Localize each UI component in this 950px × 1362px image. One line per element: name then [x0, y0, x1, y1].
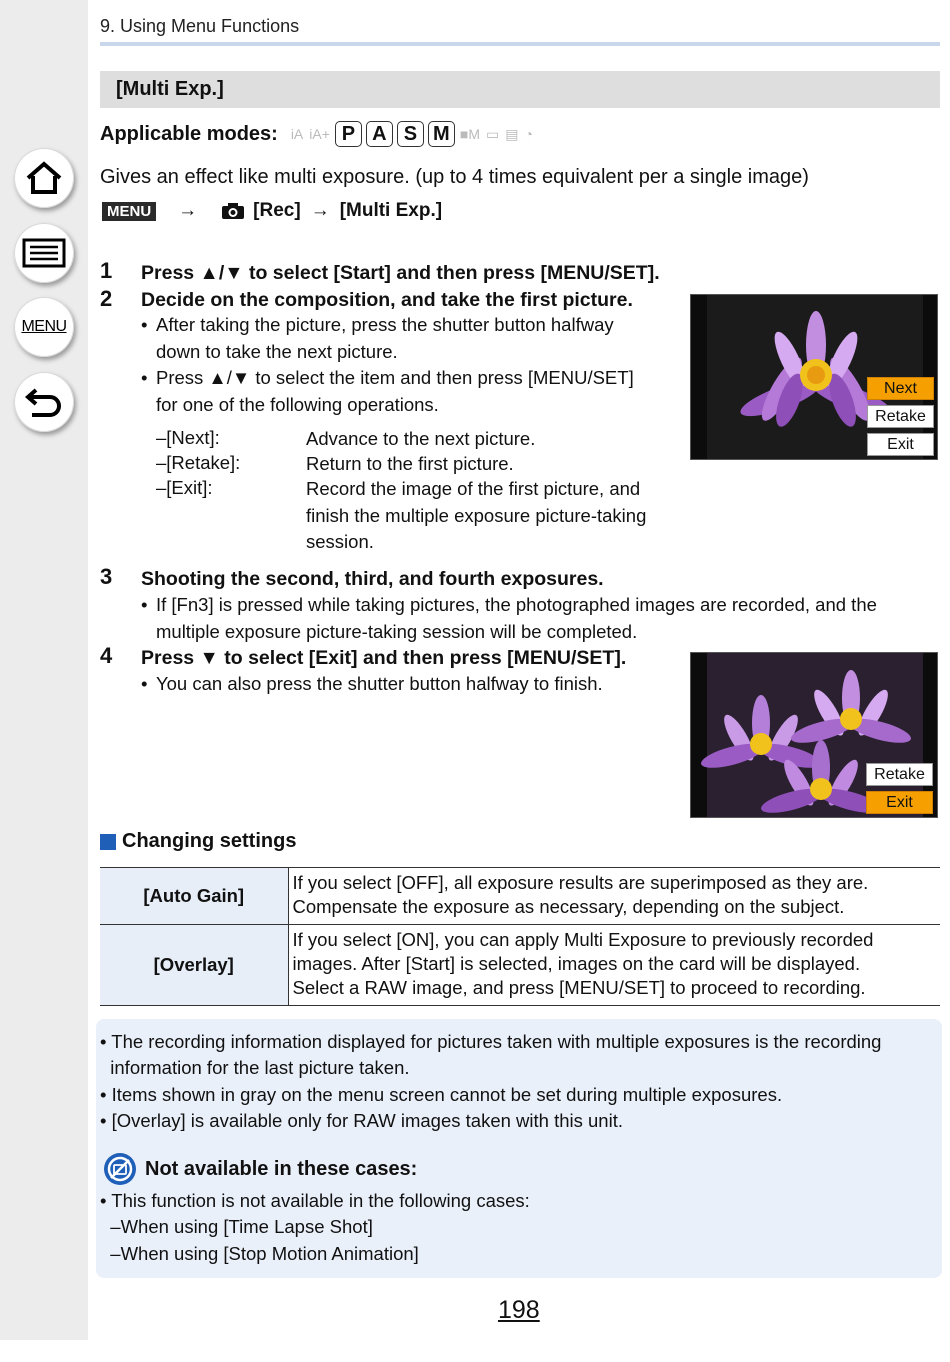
retake-button[interactable]: Retake	[866, 763, 933, 786]
path-arrow: →	[178, 200, 198, 221]
option-value: Record the image of the first picture, and finish the multiple exposure picture-taking session.	[306, 478, 647, 552]
option-key: –[Next]:	[156, 427, 220, 448]
back-icon	[24, 386, 64, 418]
mode-a: A	[366, 121, 393, 147]
note-line: –When using [Stop Motion Animation]	[100, 1243, 419, 1264]
bullet-item: • You can also press the shutter button halfway to finish.	[141, 673, 603, 694]
step-text: Shooting the second, third, and fourth exposures.	[141, 568, 604, 590]
camera-screen-2	[690, 652, 938, 818]
setting-value: If you select [ON], you can apply Multi Exposure to previously recorded images. After [Start] is selected, images on the card will be displayed. Select a RAW image, and press [MENU/SET] to proceed to recording.	[288, 925, 940, 1006]
setting-key: [Auto Gain]	[100, 868, 288, 925]
step-text: Press ▼ to select [Exit] and then press [MENU/SET].	[141, 647, 627, 669]
settings-table	[100, 867, 940, 1006]
chapter-divider	[100, 42, 940, 46]
option-key: –[Exit]:	[156, 477, 213, 498]
camera-icon	[221, 202, 245, 220]
back-button[interactable]	[14, 372, 74, 432]
path-arrow: →	[310, 200, 330, 221]
menu-path	[102, 200, 442, 222]
step-text: Press ▲/▼ to select [Start] and then press [MENU/SET].	[141, 262, 660, 284]
multi-exp-item: [Multi Exp.]	[339, 200, 443, 221]
creative-video-icon: ■M	[459, 126, 481, 142]
not-available-icon	[102, 1151, 138, 1187]
rec-menu: [Rec]	[253, 200, 301, 221]
modes-label: Applicable modes:	[100, 122, 278, 145]
table-row	[100, 925, 940, 1006]
note-line: –When using [Time Lapse Shot]	[100, 1216, 373, 1237]
step-number: 1	[100, 258, 113, 283]
bullet-item: • If [Fn3] is pressed while taking pictures, the photographed images are recorded, and the multiple exposure picture-taking session will be completed.	[141, 594, 877, 642]
next-button[interactable]: Next	[867, 377, 934, 400]
menu-button[interactable]	[14, 297, 74, 357]
note-line: • The recording information displayed for pictures taken with multiple exposures is the recording	[100, 1031, 882, 1052]
changing-settings-heading: Changing settings	[100, 830, 296, 853]
home-button[interactable]	[14, 148, 74, 208]
option-value: Return to the first picture.	[306, 453, 514, 474]
note-line: information for the last picture taken.	[100, 1057, 410, 1078]
menu-label: MENU	[21, 318, 67, 335]
option-key: –[Retake]:	[156, 452, 241, 473]
retake-button[interactable]: Retake	[867, 405, 934, 428]
step-number: 3	[100, 564, 113, 589]
contents-button[interactable]	[14, 223, 74, 283]
intelligent-auto-icon: iA	[290, 126, 304, 142]
mode-s: S	[397, 121, 424, 147]
section-title: [Multi Exp.]	[116, 78, 224, 100]
menu-badge: MENU	[102, 202, 156, 221]
step-text: Decide on the composition, and take the first picture.	[141, 289, 633, 311]
table-row	[100, 868, 940, 925]
panorama-icon: ▭	[486, 125, 500, 142]
home-icon	[24, 160, 64, 196]
option-value: Advance to the next picture.	[306, 428, 536, 449]
bullet-item: • Press ▲/▼ to select the item and then press [MENU/SET] for one of the following operations.	[141, 367, 634, 415]
exit-button[interactable]: Exit	[867, 433, 934, 456]
chapter-heading: 9. Using Menu Functions	[100, 16, 300, 36]
creative-control-icon: ◔	[524, 126, 533, 142]
note-line: • [Overlay] is available only for RAW images taken with this unit.	[100, 1110, 623, 1131]
exit-button[interactable]: Exit	[866, 791, 933, 814]
page-number: 198	[498, 1296, 540, 1324]
setting-key: [Overlay]	[100, 925, 288, 1006]
note-line: • Items shown in gray on the menu screen cannot be set during multiple exposures.	[100, 1084, 783, 1105]
setting-value: If you select [OFF], all exposure results are superimposed as they are. Compensate the exposure as necessary, depending on the subject.	[288, 868, 940, 925]
applicable-modes	[100, 120, 536, 148]
section-bar	[100, 71, 940, 108]
square-bullet-icon	[100, 834, 116, 850]
not-available-heading: Not available in these cases:	[145, 1158, 418, 1180]
list-icon	[22, 238, 66, 268]
bullet-item: • After taking the picture, press the shutter button halfway down to take the next picture.	[141, 314, 614, 362]
scene-guide-icon: ▤	[505, 125, 519, 142]
mode-p: P	[335, 121, 362, 147]
mode-m: M	[428, 121, 455, 147]
intelligent-auto-plus-icon: iA+	[309, 126, 330, 142]
sidebar	[0, 0, 88, 1340]
step-number: 4	[100, 643, 113, 668]
camera-screen-1	[690, 294, 938, 460]
description: Gives an effect like multi exposure. (up to 4 times equivalent per a single image)	[100, 166, 809, 188]
step-number: 2	[100, 286, 113, 311]
note-line: • This function is not available in the following cases:	[100, 1190, 530, 1211]
